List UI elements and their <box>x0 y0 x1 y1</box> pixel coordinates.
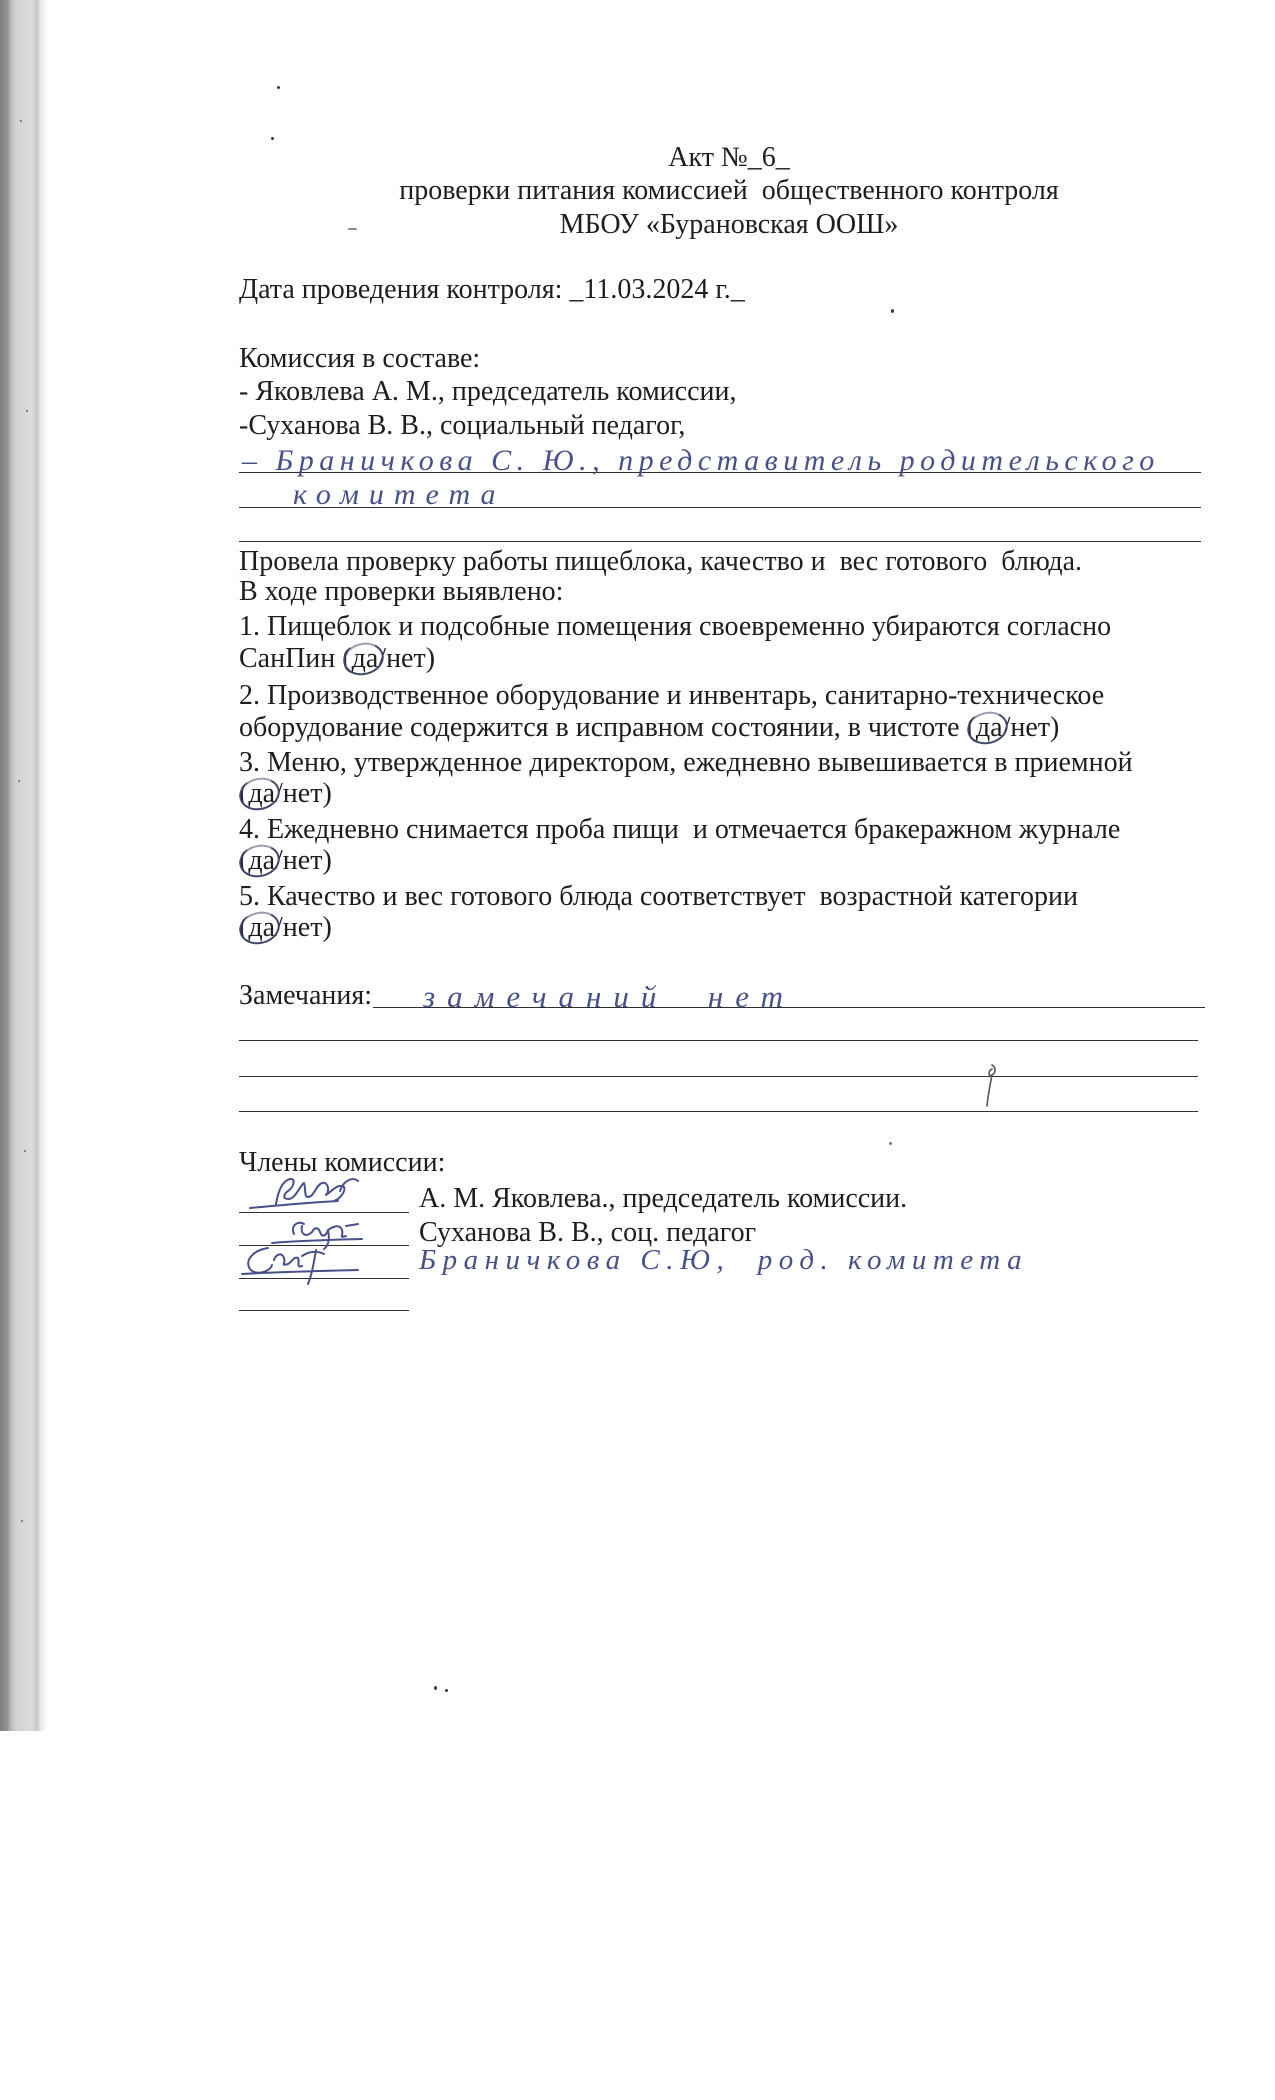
signatory-name: А. М. Яковлева., председатель комиссии. <box>419 1183 908 1214</box>
scan-speck <box>21 1520 23 1522</box>
answer-no: /нет) <box>378 643 436 674</box>
commission-member: - Яковлева А. М., председатель комиссии, <box>239 376 737 407</box>
scan-speck <box>277 86 280 89</box>
commission-member: -Суханова В. В., социальный педагог, <box>239 410 686 441</box>
scan-speck <box>20 120 22 122</box>
scan-speck <box>18 780 20 782</box>
answer-no: /нет) <box>275 845 332 876</box>
scan-speck <box>889 1142 892 1145</box>
school-name: МБОУ «Бурановская ООШ» <box>559 209 899 240</box>
pen-mark <box>976 1060 1006 1112</box>
answer-yes-circled <box>248 777 275 810</box>
signature-3 <box>236 1238 376 1288</box>
finding-4-answer <box>239 844 332 877</box>
finding-4-text: 4. Ежедневно снимается проба пищи и отмечается бракеражном журнале <box>239 814 1121 845</box>
scan-speck <box>24 1150 26 1152</box>
remarks-label: Замечания: <box>239 980 373 1011</box>
answer-yes: да <box>975 712 1003 743</box>
scan-speck <box>445 1689 448 1692</box>
finding-1-text: 1. Пищеблок и подсобные помещения своевременно убираются согласно <box>239 611 1112 642</box>
answer-yes-circled <box>352 642 379 675</box>
signature-1 <box>242 1168 382 1218</box>
finding-2-answer <box>239 711 1059 744</box>
answer-no: /нет) <box>1002 712 1060 743</box>
commission-heading: Комиссия в составе: <box>239 343 481 374</box>
finding-2-text: 2. Производственное оборудование и инвентарь, санитарно-техническое <box>239 680 1105 711</box>
answer-prefix: оборудование содержится в исправном состоянии, в чистоте ( <box>239 712 976 743</box>
scan-speck <box>891 309 894 313</box>
scan-speck <box>26 410 28 412</box>
finding-5-text: 5. Качество и вес готового блюда соответствует возрастной категории <box>239 881 1078 912</box>
handwritten-member-line2: комитета <box>293 478 506 511</box>
scan-speck <box>271 137 274 140</box>
answer-yes-circled <box>248 911 275 944</box>
handwritten-remarks: замечаний нет <box>423 979 796 1014</box>
answer-no: /нет) <box>275 778 332 809</box>
act-subtitle: проверки питания комиссией общественного контроля <box>399 175 1059 206</box>
fill-line <box>239 1040 1198 1041</box>
act-title: Акт №_6_ <box>668 142 790 173</box>
answer-prefix: ( <box>239 912 249 943</box>
fill-line <box>239 541 1201 542</box>
signatory-name: Суханова В. В., соц. педагог <box>419 1217 757 1248</box>
inspection-intro: Провела проверку работы пищеблока, качество и вес готового блюда. <box>239 546 1082 577</box>
signatories-heading: Члены комиссии: <box>239 1147 446 1178</box>
fill-line <box>239 1076 1198 1077</box>
finding-3-answer <box>239 777 332 810</box>
answer-prefix: СанПин ( <box>239 643 352 674</box>
answer-prefix: ( <box>239 778 249 809</box>
answer-yes-circled <box>248 844 275 877</box>
answer-no: /нет) <box>275 912 332 943</box>
control-date: Дата проведения контроля: _11.03.2024 г._ <box>239 274 745 305</box>
answer-prefix: ( <box>239 845 249 876</box>
scan-speck <box>434 1686 437 1690</box>
finding-5-answer <box>239 911 332 944</box>
answer-yes: да <box>248 912 276 943</box>
answer-yes: да <box>248 778 276 809</box>
handwritten-signatory-name: Браничкова С.Ю, род. комитета <box>419 1244 1029 1276</box>
finding-3-text: 3. Меню, утвержденное директором, ежедневно вывешивается в приемной <box>239 747 1133 778</box>
answer-yes: да <box>248 845 276 876</box>
finding-1-answer <box>239 642 435 675</box>
scanner-edge-shadow <box>0 0 48 1731</box>
answer-yes: да <box>351 643 379 674</box>
signature-line <box>239 1310 409 1311</box>
handwritten-member-line1: – Браничкова С. Ю., представитель родительского <box>242 444 1160 477</box>
findings-heading: В ходе проверки выявлено: <box>239 576 564 607</box>
answer-yes-circled <box>976 711 1003 744</box>
fill-line <box>239 1111 1198 1112</box>
